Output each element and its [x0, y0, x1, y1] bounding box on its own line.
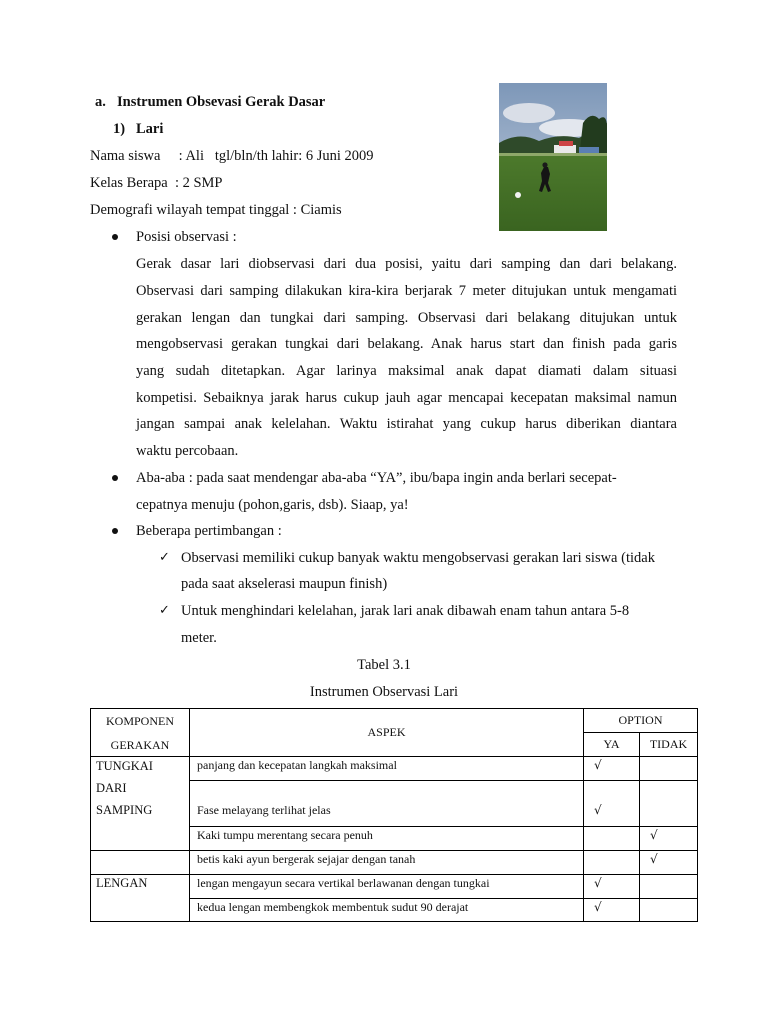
paragraph-line: Aba-aba : pada saat mendengar aba-aba “YA”, ibu/bapa ingin anda berlari secepat- [136, 470, 617, 486]
ya-cell [584, 875, 640, 899]
tidak-cell [640, 875, 698, 899]
komponen-tungkai [91, 757, 190, 851]
aspek-cell [190, 827, 584, 851]
tidak-cell [640, 827, 698, 851]
paragraph-line: jangan sampai anak kelelahan. Waktu istirahat yang cukup harus diberikan diantara [136, 416, 677, 432]
komponen-lengan [91, 875, 190, 922]
aspek-cell [190, 899, 584, 922]
ya-mark: √ [594, 758, 602, 772]
table-number: Tabel 3.1 [357, 657, 411, 673]
aspek-text: panjang dan kecepatan langkah maksimal [197, 758, 397, 772]
bullet-dot [112, 234, 118, 240]
komponen-line: TUNGKAI [96, 759, 153, 773]
check-item-line: pada saat akselerasi maupun finish) [181, 576, 388, 592]
komponen-line: DARI [96, 781, 127, 795]
komponen-line: LENGAN [96, 876, 148, 890]
ya-mark: √ [594, 876, 602, 890]
header-komponen-line: KOMPONEN [105, 713, 174, 728]
tidak-cell [640, 757, 698, 781]
section-marker: a. [95, 94, 106, 110]
checkmark-icon: ✓ [159, 603, 170, 618]
table-title: Instrumen Observasi Lari [309, 684, 459, 700]
paragraph-line: waktu percobaan. [136, 443, 239, 459]
checkmark-icon: ✓ [159, 550, 170, 565]
ya-cell [584, 757, 640, 781]
paragraph-line: yang sudah ditetapkan. Agar larinya maksimal anak dapat diamati dalam situasi [136, 363, 677, 379]
header-aspek: ASPEK [190, 709, 584, 757]
tidak-cell [640, 899, 698, 922]
observation-table [90, 708, 698, 922]
paragraph-line: Gerak dasar lari diobservasi dari dua posisi, yaitu dari samping dan dari belakang. [136, 256, 677, 272]
ya-cell [584, 781, 640, 827]
paragraph-line: mengobservasi gerakan tungkai dari belakang. Anak harus start dan finish pada garis [136, 336, 677, 352]
student-running-photo [499, 83, 607, 231]
student-demography-line: Demografi wilayah tempat tinggal : Ciamis [90, 202, 342, 218]
subsection-marker: 1) [113, 121, 126, 137]
bullet-label-pertimbangan: Beberapa pertimbangan : [136, 523, 282, 539]
aspek-text: Fase melayang terlihat jelas [197, 803, 331, 817]
aspek-cell [190, 875, 584, 899]
tidak-cell [640, 851, 698, 875]
komponen-empty [91, 851, 190, 875]
bullet-dot [112, 528, 118, 534]
ya-cell [584, 851, 640, 875]
section-title: Instrumen Obsevasi Gerak Dasar [117, 94, 326, 110]
aspek-cell [190, 781, 584, 827]
paragraph-line: kompetisi. Sebaiknya jarak harus cukup jauh agar mencapai kecepatan maksimal namun [136, 390, 677, 406]
aspek-cell [190, 851, 584, 875]
ya-cell [584, 899, 640, 922]
bullet-dot [112, 475, 118, 481]
student-name-line: Nama siswa : Ali tgl/bln/th lahir: 6 Juni 2009 [90, 148, 374, 164]
header-ya: YA [584, 733, 640, 757]
aspek-text: betis kaki ayun bergerak sejajar dengan tanah [197, 852, 416, 866]
paragraph-line: cepatnya menuju (pohon,garis, dsb). Siaap, ya! [136, 497, 409, 513]
komponen-line: SAMPING [96, 803, 153, 817]
check-item-line: meter. [181, 630, 217, 646]
aspek-cell [190, 757, 584, 781]
tidak-cell [640, 781, 698, 827]
bullet-label-posisi: Posisi observasi : [136, 229, 237, 245]
check-item-line: Observasi memiliki cukup banyak waktu mengobservasi gerakan lari siswa (tidak [181, 550, 655, 566]
aspek-text: lengan mengayun secara vertikal berlawanan dengan tungkai [197, 876, 490, 890]
ya-mark: √ [594, 803, 602, 817]
paragraph-line: gerakan lengan dan tungkai dari samping. Observasi dari belakang ditujukan untuk [136, 310, 677, 326]
check-item-line: Untuk menghindari kelelahan, jarak lari anak dibawah enam tahun antara 5-8 [181, 603, 630, 619]
subsection-title: Lari [136, 121, 164, 137]
ya-mark: √ [594, 900, 602, 914]
student-class-line: Kelas Berapa : 2 SMP [90, 175, 223, 191]
paragraph-line: Observasi dari samping dilakukan kira-kira berjarak 7 meter ditujukan untuk mengamati [136, 283, 677, 299]
aspek-text: Kaki tumpu merentang secara penuh [197, 828, 373, 842]
ya-cell [584, 827, 640, 851]
header-tidak: TIDAK [640, 733, 698, 757]
tidak-mark: √ [650, 828, 658, 842]
aspek-text: kedua lengan membengkok membentuk sudut 90 derajat [197, 900, 469, 914]
header-komponen [91, 709, 190, 757]
header-option: OPTION [584, 709, 698, 733]
header-komponen-line: GERAKAN [110, 737, 170, 752]
tidak-mark: √ [650, 852, 658, 866]
